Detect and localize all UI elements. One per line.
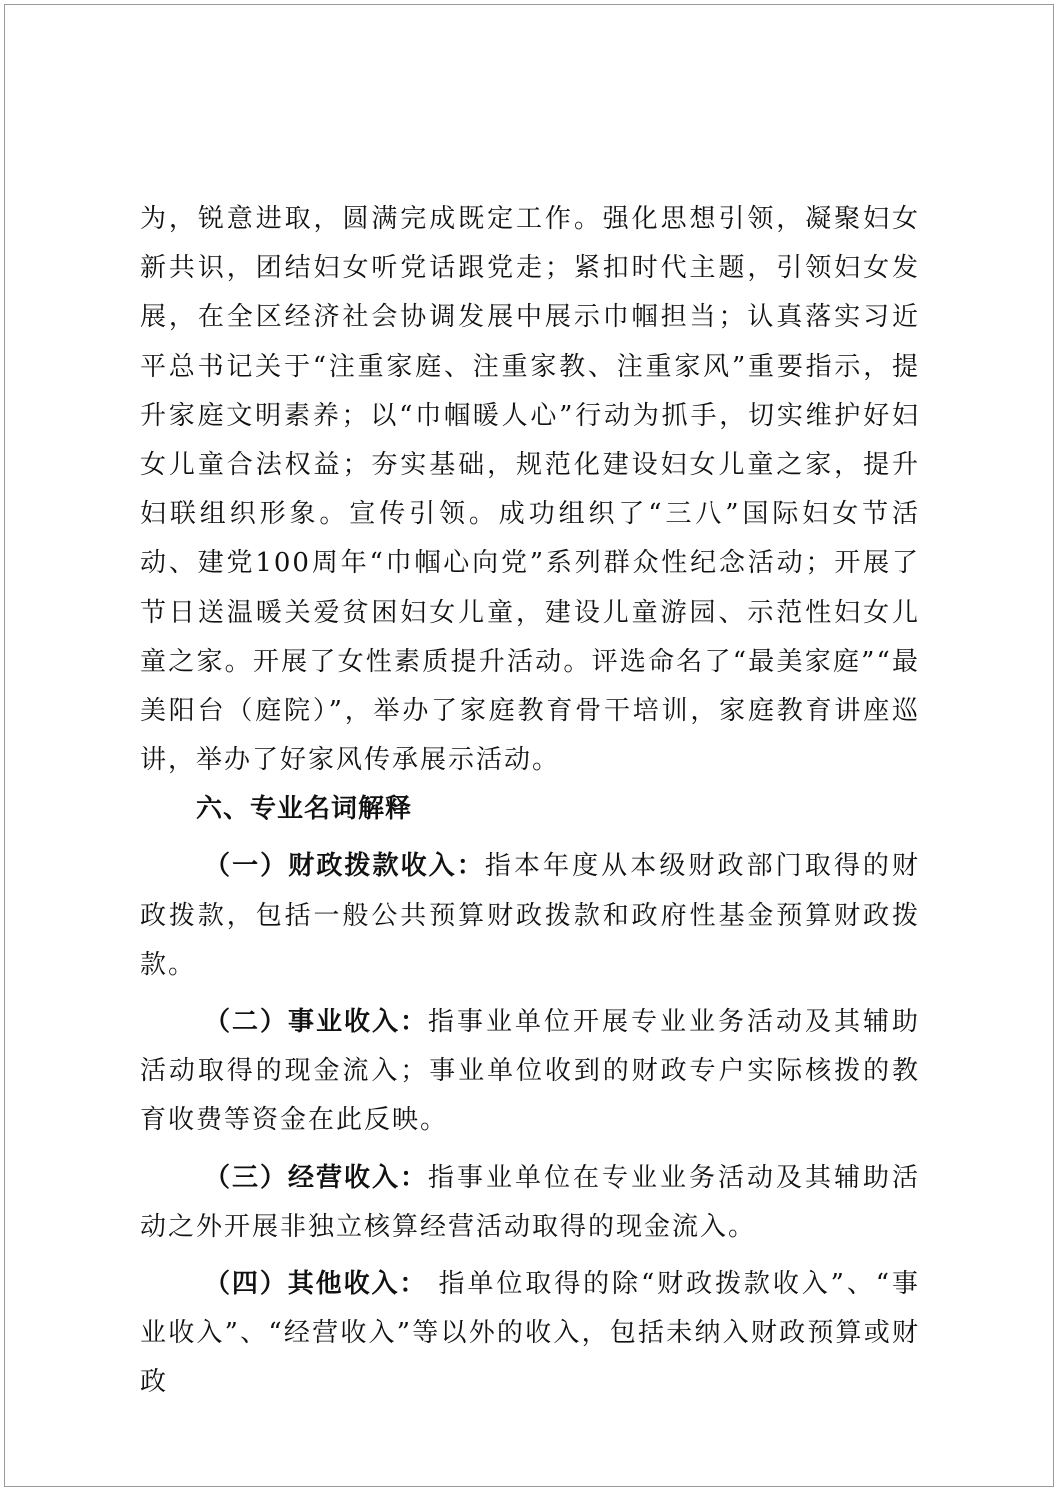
term-label: （四）其他收入： — [204, 1269, 428, 1300]
section-heading: 六、专业名词解释 — [196, 794, 413, 825]
term-definition: 指事业单位开展专业业务活动及其辅助活动取得的现金流入；事业单位收到的财政专户实际核拨的教育收费等资金在此反映。 — [140, 1007, 920, 1136]
intro-paragraph: 为，锐意进取，圆满完成既定工作。强化思想引领，凝聚妇女新共识，团结妇女听党话跟党走；紧扣时代主题，引领妇女发展，在全区经济社会协调发展中展示巾帼担当；认真落实习近平总书记关于“注重家庭、注重家教、注重家风”重要指示，提升家庭文明素养；以“巾帼暖人心”行动为抓手，切实维护好妇女儿童合法权益；夯实基础，规范化建设妇女儿童之家，提升妇联组织形象。宣传引领。成功组织了“三八”国际妇女节活动、建党100周年“巾帼心向党”系列群众性纪念活动；开展了节日送温暖关爱贫困妇女儿童，建设儿童游园、示范性妇女儿童之家。开展了女性素质提升活动。评选命名了“最美家庭”“最美阳台（庭院）”，举办了家庭教育骨干培训，家庭教育讲座巡讲，举办了好家风传承展示活动。 — [140, 204, 920, 776]
term-definition: 指事业单位在专业业务活动及其辅助活动之外开展非独立核算经营活动取得的现金流入。 — [140, 1162, 920, 1242]
term-operating-income — [140, 1154, 920, 1252]
term-label: （三）经营收入： — [204, 1162, 428, 1193]
term-definition: 指单位取得的除“财政拨款收入”、“事业收入”、“经营收入”等以外的收入，包括未纳入财政预算或财政 — [140, 1269, 920, 1398]
term-label: （二）事业收入： — [204, 1007, 428, 1038]
term-business-income — [140, 998, 920, 1146]
document-body — [140, 195, 920, 1416]
term-fiscal-appropriation — [140, 842, 920, 990]
term-label: （一）财政拨款收入： — [204, 851, 485, 882]
term-definition: 指本年度从本级财政部门取得的财政拨款，包括一般公共预算财政拨款和政府性基金预算财政拨款。 — [140, 851, 920, 980]
term-other-income — [140, 1260, 920, 1408]
